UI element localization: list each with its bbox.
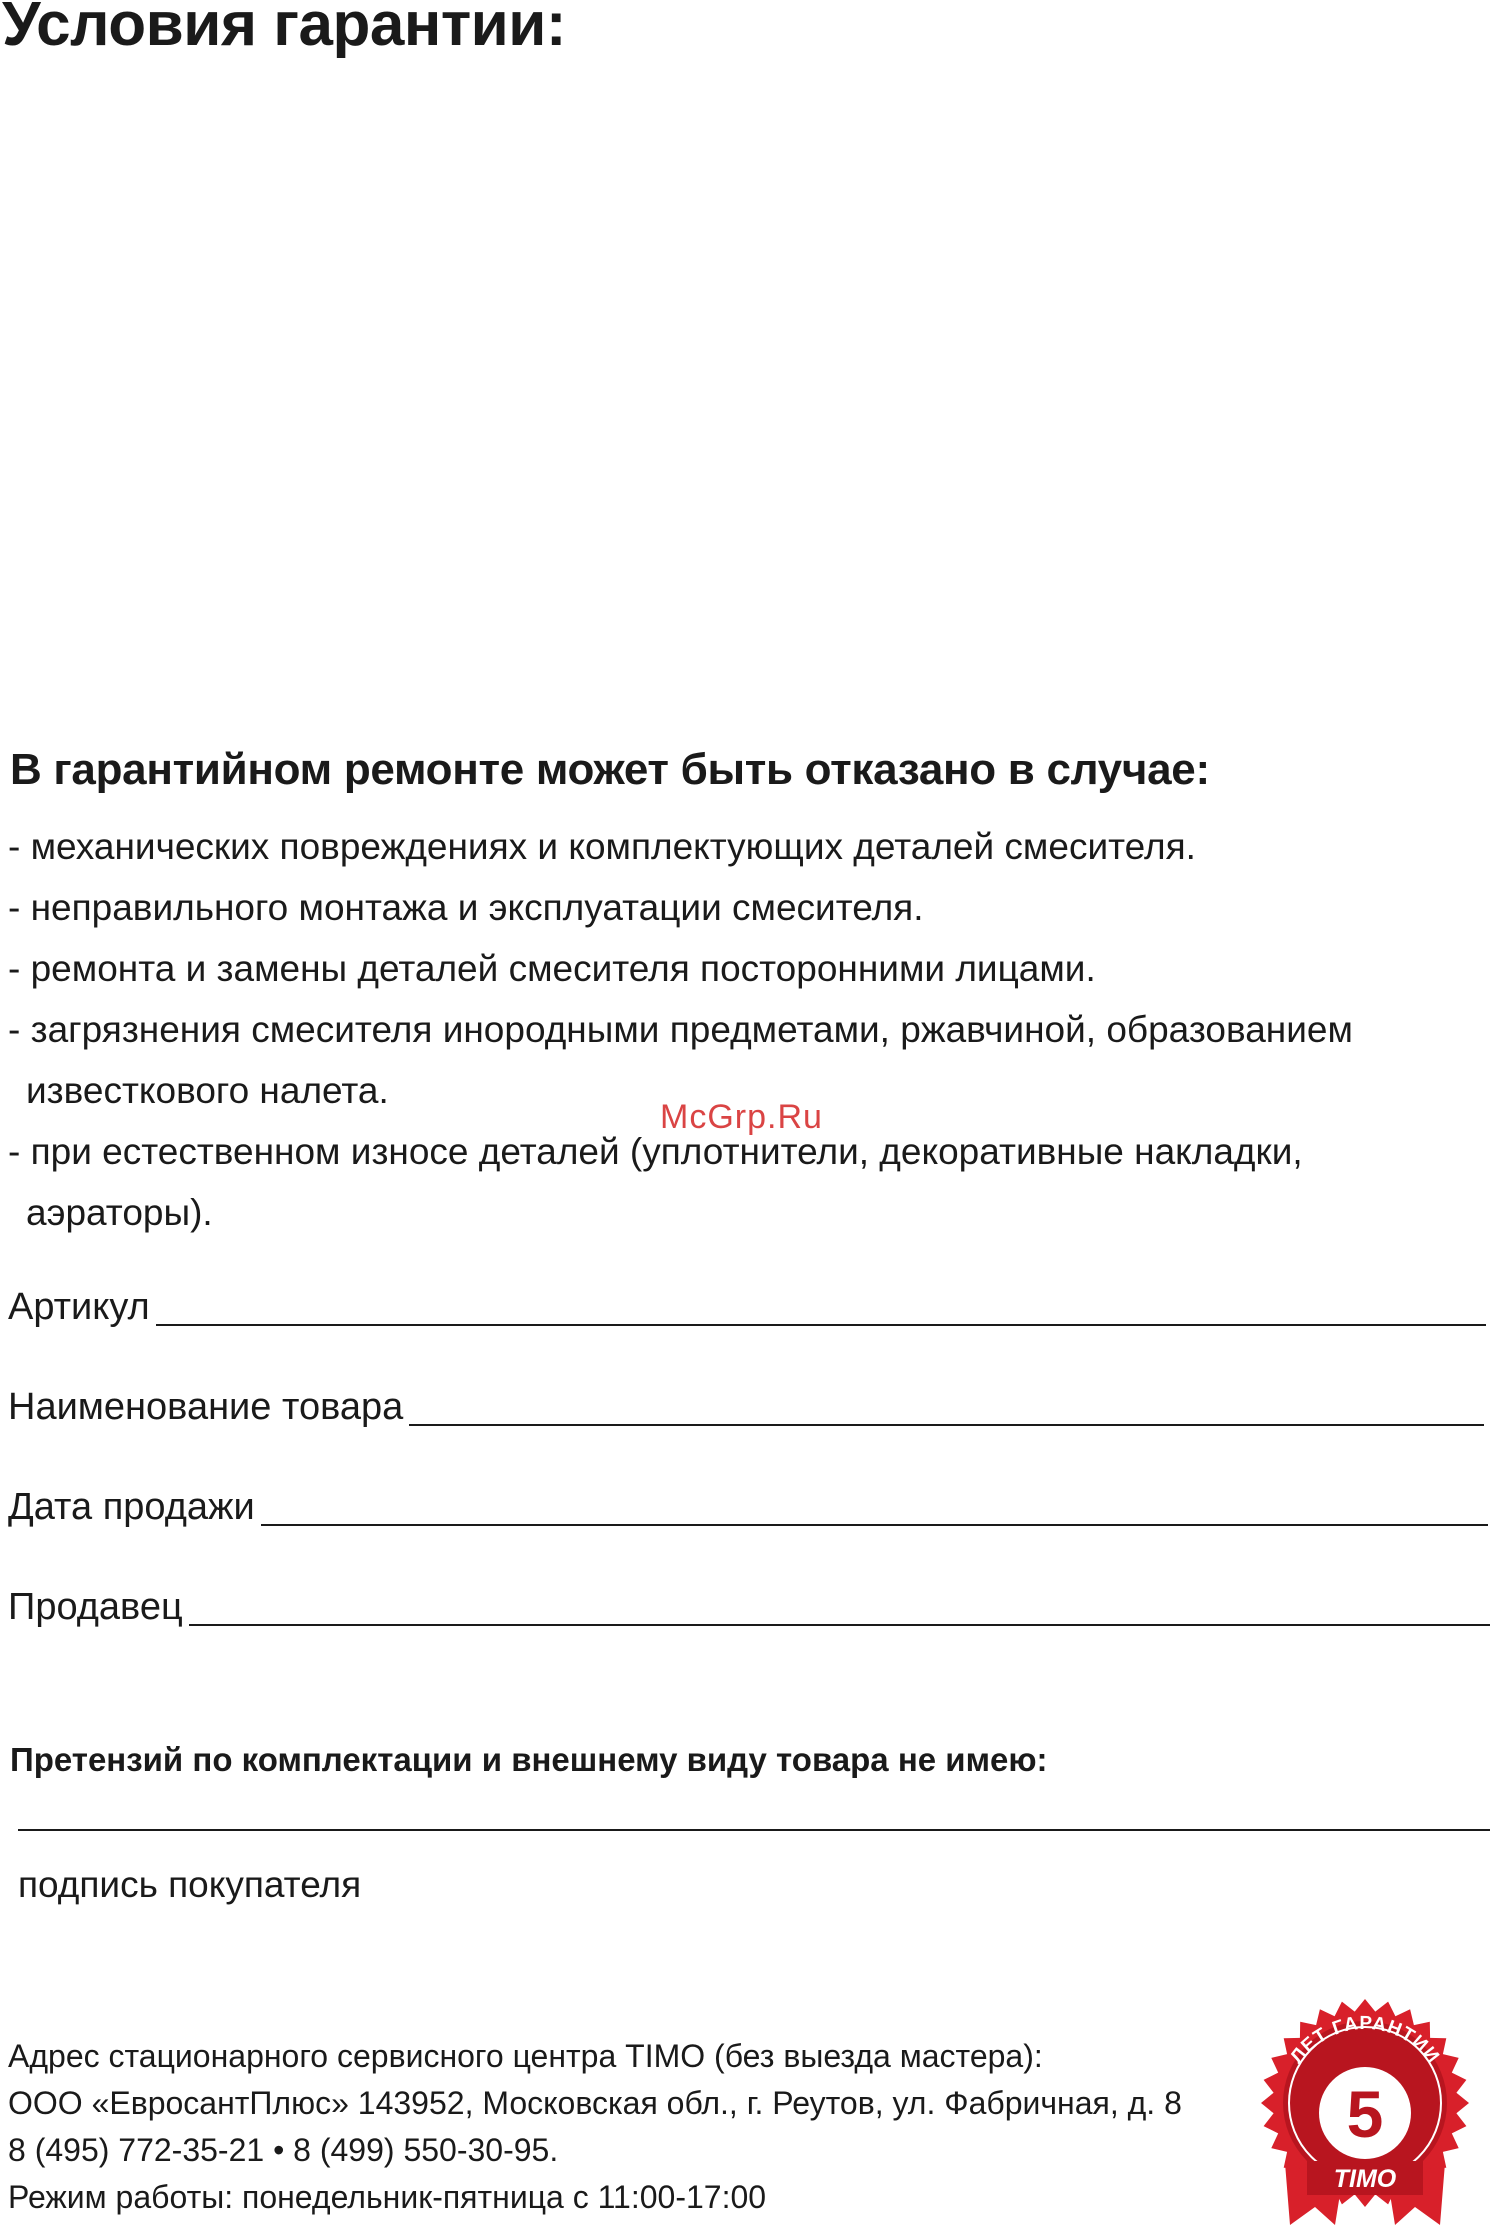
product-name-row	[8, 1388, 1484, 1426]
service-address-heading: Адрес стационарного сервисного центра TIMO (без выезда мастера):	[8, 2038, 1043, 2074]
product-name-label: Наименование товара	[8, 1386, 404, 1428]
sale-date-field[interactable]	[261, 1488, 1488, 1526]
article-label: Артикул	[8, 1286, 150, 1328]
service-phones: 8 (495) 772-35-21 • 8 (499) 550-30-95.	[8, 2132, 559, 2168]
badge-number: 5	[1346, 2077, 1384, 2151]
list-item: - при естественном износе деталей (уплотнители, декоративные накладки, аэраторы).	[8, 1131, 1303, 1233]
watermark: McGrp.Ru	[660, 1098, 823, 1136]
seller-row	[8, 1588, 1490, 1626]
badge-brand: TIMO	[1333, 2165, 1397, 2193]
service-hours: Режим работы: понедельник-пятница с 11:00-17:00	[8, 2179, 767, 2215]
article-row	[8, 1288, 1486, 1326]
seller-label: Продавец	[8, 1586, 183, 1628]
article-field[interactable]	[156, 1288, 1486, 1326]
list-item: - ремонта и замены деталей смесителя посторонними лицами.	[8, 948, 1096, 989]
list-item: - механических повреждениях и комплектующих деталей смесителя.	[8, 826, 1196, 867]
sale-date-row	[8, 1488, 1488, 1526]
sale-date-label: Дата продажи	[8, 1486, 255, 1528]
badge-arc-text: ЛЕТ ГАРАНТИИ	[1286, 2012, 1444, 2068]
list-item: - неправильного монтажа и эксплуатации смесителя.	[8, 887, 924, 928]
signature-caption: подпись покупателя	[18, 1864, 362, 1905]
refusal-heading: В гарантийном ремонте может быть отказано в случае:	[10, 745, 1210, 794]
product-name-field[interactable]	[409, 1388, 1484, 1426]
warranty-badge	[1245, 1985, 1485, 2225]
page-title: Условия гарантии:	[2, 0, 567, 59]
seller-field[interactable]	[189, 1588, 1490, 1626]
list-item: - загрязнения смесителя инородными предметами, ржавчиной, образованием известкового налета.	[8, 1009, 1353, 1111]
refusal-list	[8, 816, 1478, 1243]
service-info	[8, 2033, 1182, 2221]
signature-field[interactable]	[18, 1829, 1490, 1831]
service-address: ООО «ЕвросантПлюс» 143952, Московская обл., г. Реутов, ул. Фабричная, д. 8	[8, 2085, 1182, 2121]
claim-statement: Претензий по комплектации и внешнему виду товара не имею:	[10, 1741, 1048, 1778]
